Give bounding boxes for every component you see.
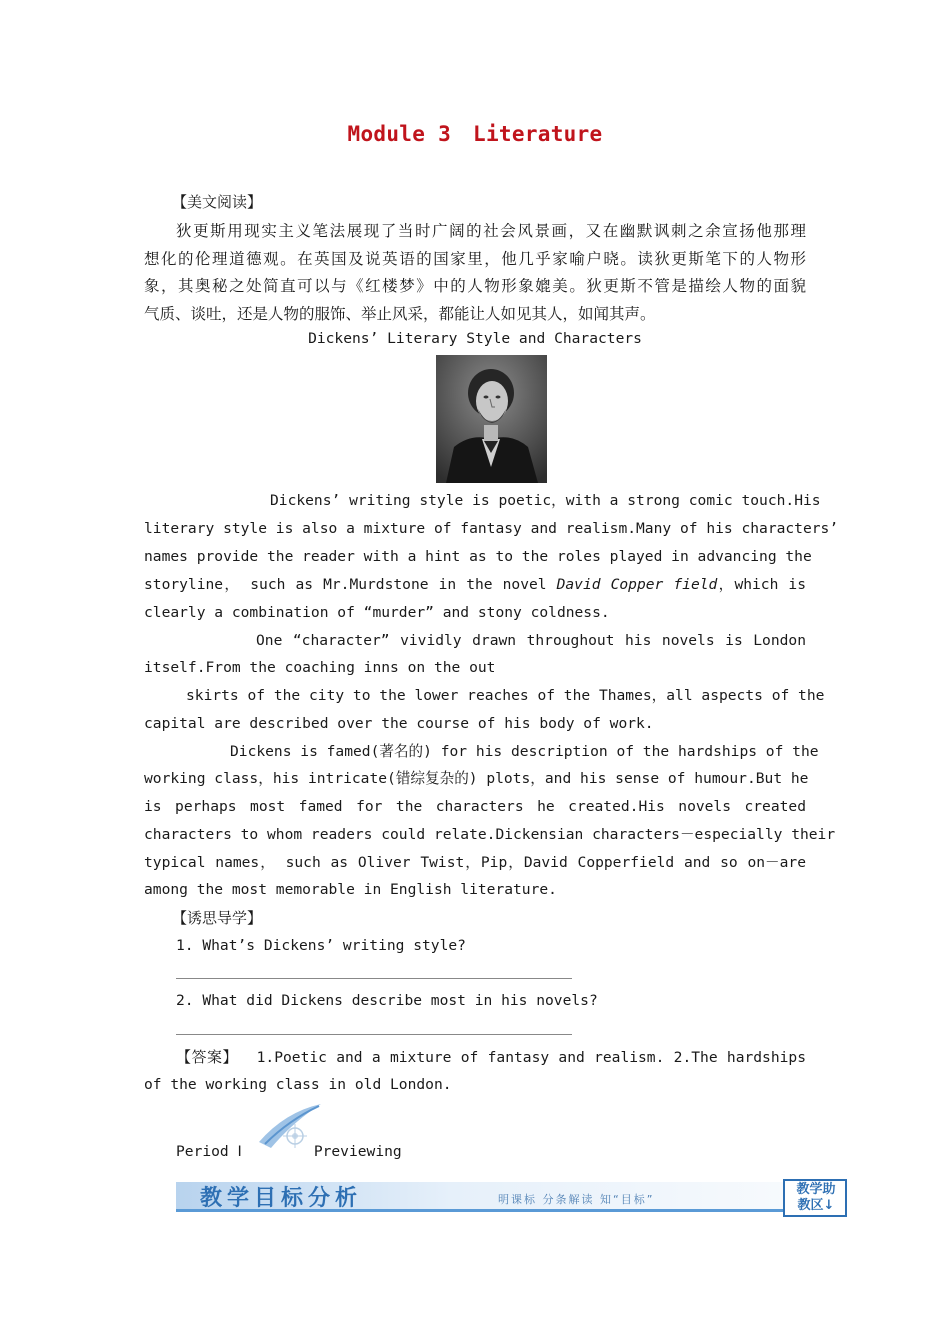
novel-title: David Copper field [556, 576, 718, 593]
intro-line: 狄更斯用现实主义笔法展现了当时广阔的社会风景画，又在幽默讽刺之余宣扬他那理 [176, 222, 806, 240]
banner-title: 教学目标分析 [200, 1186, 363, 1211]
intro-line: 气质、谈吐，还是人物的服饰、举止风采，都能让人如见其人，如闻其声。 [144, 305, 656, 323]
badge-line: 教区↓ [797, 1198, 835, 1213]
answer-blank-2[interactable] [176, 1034, 572, 1035]
period-name: Previewing [313, 1143, 402, 1160]
line-text: storyline， such as Mr.Murdstone in the novel [144, 576, 557, 593]
intro-line: 想化的伦理道德观。在英国及说英语的国家里，他几乎家喻户晓。读狄更斯笔下的人物形 [144, 250, 806, 268]
paragraph-2-line: One “character” vividly drawn throughout his novels is London [256, 632, 806, 649]
teaching-aid-badge[interactable] [788, 1182, 844, 1214]
answer-blank-1[interactable] [176, 978, 572, 979]
guide-heading: 【诱思导学】 [172, 909, 263, 927]
paragraph-3-line: working class，his intricate(错综复杂的) plots，and his sense of humour.But he [144, 770, 809, 787]
portrait-image [436, 355, 547, 483]
intro-line: 象，其奥秘之处简直可以与《红楼梦》中的人物形象媲美。狄更斯不管是描绘人物的面貌 [144, 277, 806, 295]
paragraph-1-line: names provide the reader with a hint as to the roles played in advancing the [144, 548, 812, 565]
paragraph-3-line: Dickens is famed(著名的) for his description of the hardships of the [230, 743, 819, 760]
answer-text: 1.Poetic and a mixture of fantasy and realism. 2.The hardships [256, 1049, 806, 1066]
answer-line [176, 1047, 806, 1068]
paragraph-2-line: itself.From the coaching inns on the out [144, 659, 496, 676]
page-title [0, 122, 950, 146]
paragraph-2-line: skirts of the city to the lower reaches of the Thames，all aspects of the [186, 687, 825, 704]
question-1: 1. What’s Dickens’ writing style? [176, 937, 466, 954]
paragraph-1-line: clearly a combination of “murder” and stony coldness. [144, 604, 610, 621]
banner-slogan: 明课标 分条解读 知“目标” [498, 1193, 655, 1206]
paragraph-1-line: Dickens’ writing style is poetic，with a strong comic touch.His [270, 492, 821, 509]
paragraph-3-line: typical names， such as Oliver Twist，Pip，David Copperfield and so on－are [144, 854, 806, 871]
badge-line: 教学助 [796, 1182, 836, 1197]
module-topic: Literature [473, 122, 603, 146]
paragraph-3-line: is perhaps most famed for the characters he created.His novels created [144, 798, 806, 815]
paragraph-1-line: literary style is also a mixture of fantasy and realism.Many of his characters’ [144, 520, 839, 537]
section-banner [176, 1178, 848, 1218]
module-number: Module 3 [347, 122, 452, 146]
paragraph-3-line: characters to whom readers could relate.Dickensian characters－especially their [144, 826, 836, 843]
paragraph-1-line [144, 575, 806, 595]
question-2: 2. What did Dickens describe most in his novels? [176, 992, 598, 1009]
line-text: ，which is [717, 576, 807, 593]
paragraph-3-line: among the most memorable in English literature. [144, 881, 557, 898]
period-label: Period Ⅰ [176, 1143, 242, 1160]
article-title: Dickens’ Literary Style and Characters [308, 330, 642, 347]
answer-label: 【答案】 [176, 1048, 239, 1066]
period-line [176, 1142, 436, 1162]
reading-heading: 【美文阅读】 [172, 193, 263, 211]
dickens-portrait [436, 355, 547, 483]
paragraph-2-line: capital are described over the course of his body of work. [144, 715, 654, 732]
answer-line: of the working class in old London. [144, 1076, 452, 1093]
